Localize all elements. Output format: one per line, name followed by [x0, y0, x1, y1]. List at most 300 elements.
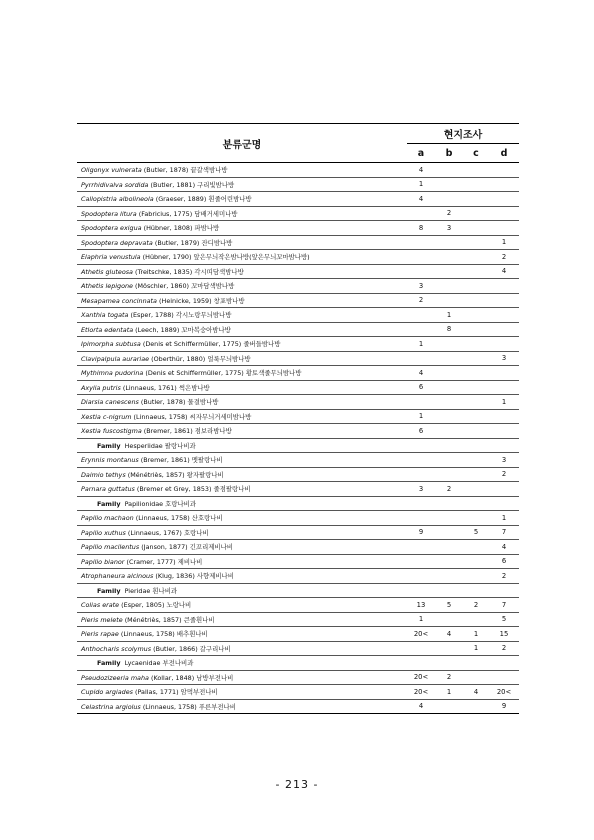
- count-cell-b: [435, 525, 463, 540]
- count-cell-a: 20<: [407, 685, 435, 700]
- author-citation: (Oberthür, 1880): [151, 354, 206, 363]
- count-cell-c: [463, 612, 489, 627]
- count-cell-a: [407, 641, 435, 656]
- species-name-cell: [77, 554, 407, 569]
- empty-count-cell: [489, 656, 519, 671]
- count-cell-c: 4: [463, 685, 489, 700]
- species-name-cell: [77, 482, 407, 497]
- count-cell-c: [463, 206, 489, 221]
- scientific-name: Cupido argiades: [81, 688, 133, 697]
- species-row: [77, 598, 519, 613]
- species-name-cell: [77, 424, 407, 439]
- count-cell-b: [435, 177, 463, 192]
- scientific-name: Anthocharis scolymus: [81, 644, 152, 653]
- count-cell-b: [435, 264, 463, 279]
- species-row: [77, 612, 519, 627]
- count-cell-c: [463, 453, 489, 468]
- species-name-cell: [77, 366, 407, 381]
- species-name-cell: [77, 670, 407, 685]
- scientific-name: Xestia c-nigrum: [81, 412, 132, 421]
- species-row: [77, 279, 519, 294]
- author-citation: (Linnaeus, 1758): [135, 514, 190, 523]
- count-cell-b: [435, 163, 463, 178]
- species-name-cell: [77, 206, 407, 221]
- count-cell-d: [489, 670, 519, 685]
- count-cell-d: [489, 177, 519, 192]
- count-cell-c: [463, 221, 489, 236]
- species-name-cell: [77, 467, 407, 482]
- count-cell-d: 2: [489, 641, 519, 656]
- count-cell-a: [407, 351, 435, 366]
- count-cell-c: [463, 482, 489, 497]
- count-cell-d: [489, 424, 519, 439]
- count-cell-a: 3: [407, 279, 435, 294]
- korean-name: 갈구리나비: [199, 644, 231, 653]
- species-row: [77, 525, 519, 540]
- empty-count-cell: [463, 656, 489, 671]
- scientific-name: Spodoptera depravata: [81, 238, 153, 247]
- scientific-name: Erynnis montanus: [81, 456, 139, 465]
- family-label: Family: [97, 586, 121, 595]
- scientific-name: Axylia putris: [81, 383, 121, 392]
- count-cell-c: [463, 424, 489, 439]
- scientific-name: Mythimna pudorina: [81, 369, 144, 378]
- count-cell-d: [489, 409, 519, 424]
- korean-name: 산호랑나비: [191, 514, 223, 523]
- count-cell-a: [407, 206, 435, 221]
- count-cell-b: 2: [435, 670, 463, 685]
- count-cell-d: 3: [489, 351, 519, 366]
- family-row: [77, 496, 519, 511]
- species-row: [77, 540, 519, 555]
- count-cell-b: 5: [435, 598, 463, 613]
- count-cell-b: [435, 366, 463, 381]
- count-cell-d: [489, 482, 519, 497]
- count-cell-b: 1: [435, 308, 463, 323]
- family-korean-name: 부전나비과: [162, 659, 194, 668]
- count-cell-a: [407, 250, 435, 265]
- count-cell-d: [489, 308, 519, 323]
- count-cell-a: [407, 395, 435, 410]
- author-citation: (Butler, 1879): [154, 238, 200, 247]
- author-citation: (Butler, 1866): [153, 644, 198, 653]
- korean-name: 잔디밤나방: [201, 238, 233, 247]
- korean-name: 끝갈색밤나방: [190, 166, 228, 175]
- species-name-cell: [77, 221, 407, 236]
- count-cell-a: 1: [407, 177, 435, 192]
- count-cell-b: [435, 337, 463, 352]
- count-cell-c: [463, 192, 489, 207]
- family-korean-name: 흰나비과: [152, 586, 178, 595]
- count-cell-a: [407, 264, 435, 279]
- species-name-cell: [77, 380, 407, 395]
- species-row: [77, 337, 519, 352]
- species-name-cell: [77, 322, 407, 337]
- family-row: [77, 656, 519, 671]
- count-cell-d: [489, 221, 519, 236]
- count-cell-a: 6: [407, 380, 435, 395]
- count-cell-a: 1: [407, 612, 435, 627]
- taxon-name-header: 분류군명: [77, 124, 407, 163]
- family-korean-name: 팔랑나비과: [164, 441, 196, 450]
- count-cell-a: [407, 453, 435, 468]
- korean-name: 물결밤나방: [187, 398, 219, 407]
- scientific-name: Pseudozizeeria maha: [81, 673, 149, 682]
- count-cell-d: 6: [489, 554, 519, 569]
- family-name: Hesperiidae: [124, 441, 163, 450]
- count-cell-c: [463, 163, 489, 178]
- count-cell-a: 4: [407, 699, 435, 714]
- count-cell-a: 4: [407, 366, 435, 381]
- count-cell-c: [463, 569, 489, 584]
- species-name-cell: [77, 177, 407, 192]
- empty-count-cell: [463, 583, 489, 598]
- author-citation: (Kollar, 1848): [151, 673, 195, 682]
- species-name-cell: [77, 293, 407, 308]
- species-row: [77, 206, 519, 221]
- species-row: [77, 409, 519, 424]
- count-cell-d: 3: [489, 453, 519, 468]
- count-cell-d: 2: [489, 250, 519, 265]
- author-citation: (Bremer, 1861): [143, 427, 193, 436]
- count-cell-a: 20<: [407, 627, 435, 642]
- count-cell-b: [435, 540, 463, 555]
- count-cell-b: 2: [435, 206, 463, 221]
- count-cell-a: 4: [407, 192, 435, 207]
- count-cell-a: 9: [407, 525, 435, 540]
- author-citation: (Klug, 1836): [155, 572, 195, 581]
- species-row: [77, 699, 519, 714]
- author-citation: (Linnaeus, 1758): [142, 702, 197, 711]
- korean-name: 꼬마복숭아밤나방: [181, 325, 231, 334]
- count-cell-b: [435, 395, 463, 410]
- count-cell-c: [463, 540, 489, 555]
- korean-name: 남방부전나비: [196, 673, 234, 682]
- scientific-name: Spodoptera litura: [81, 209, 137, 218]
- species-name-cell: [77, 250, 407, 265]
- species-name-cell: [77, 279, 407, 294]
- species-name-cell: [77, 540, 407, 555]
- species-row: [77, 380, 519, 395]
- author-citation: (Möschler, 1860): [135, 282, 190, 291]
- count-cell-a: [407, 569, 435, 584]
- empty-count-cell: [407, 438, 435, 453]
- count-cell-d: 7: [489, 598, 519, 613]
- count-cell-a: [407, 235, 435, 250]
- species-name-cell: [77, 308, 407, 323]
- count-cell-c: [463, 699, 489, 714]
- species-row: [77, 366, 519, 381]
- count-cell-a: [407, 540, 435, 555]
- korean-name: 앞은무늬작은밤나방(앞은무늬꼬마밤나방): [193, 253, 310, 262]
- count-cell-b: [435, 409, 463, 424]
- korean-name: 황토색줄무늬밤나방: [245, 369, 302, 378]
- author-citation: (Denis et Schiffermüller, 1775): [145, 369, 244, 378]
- species-row: [77, 554, 519, 569]
- korean-name: 사향제비나비: [196, 572, 234, 581]
- count-cell-a: 3: [407, 482, 435, 497]
- species-name-cell: [77, 699, 407, 714]
- species-name-cell: [77, 163, 407, 178]
- count-cell-d: 1: [489, 235, 519, 250]
- species-row: [77, 395, 519, 410]
- author-citation: (Butler, 1881): [150, 180, 196, 189]
- species-row: [77, 192, 519, 207]
- species-row: [77, 322, 519, 337]
- empty-count-cell: [435, 656, 463, 671]
- count-cell-d: 9: [489, 699, 519, 714]
- korean-name: 줄점팔랑나비: [213, 485, 251, 494]
- column-header-a: a: [407, 144, 435, 163]
- count-cell-d: [489, 337, 519, 352]
- column-header-b: b: [435, 144, 463, 163]
- count-cell-d: 2: [489, 569, 519, 584]
- species-name-cell: [77, 192, 407, 207]
- species-row: [77, 453, 519, 468]
- author-citation: (Fabricius, 1775): [138, 209, 193, 218]
- count-cell-b: 3: [435, 221, 463, 236]
- scientific-name: Oligonyx vulnerata: [81, 166, 142, 175]
- count-cell-c: [463, 409, 489, 424]
- scientific-name: Papilio macilentus: [81, 543, 140, 552]
- korean-name: 얼룩무늬밤나방: [207, 354, 251, 363]
- species-name-cell: [77, 264, 407, 279]
- scientific-name: Athetis gluteosa: [81, 267, 133, 276]
- empty-count-cell: [435, 496, 463, 511]
- empty-count-cell: [463, 438, 489, 453]
- empty-count-cell: [407, 656, 435, 671]
- count-cell-b: [435, 279, 463, 294]
- korean-name: 푸른부전나비: [198, 702, 236, 711]
- count-cell-a: [407, 554, 435, 569]
- count-cell-a: 2: [407, 293, 435, 308]
- empty-count-cell: [489, 496, 519, 511]
- species-name-cell: [77, 569, 407, 584]
- author-citation: (Hübner, 1790): [142, 253, 192, 262]
- author-citation: (Pallas, 1771): [135, 688, 179, 697]
- author-citation: (Bremer, 1861): [140, 456, 190, 465]
- count-cell-c: [463, 380, 489, 395]
- korean-name: 호랑나비: [183, 528, 209, 537]
- scientific-name: Ipimorpha subtusa: [81, 340, 141, 349]
- author-citation: (Ménétriès, 1857): [127, 470, 185, 479]
- species-name-cell: [77, 395, 407, 410]
- species-row: [77, 511, 519, 526]
- count-cell-b: 8: [435, 322, 463, 337]
- korean-name: 창포밤나방: [213, 296, 245, 305]
- count-cell-d: [489, 206, 519, 221]
- count-cell-d: [489, 279, 519, 294]
- korean-name: 멧팔랑나비: [191, 456, 223, 465]
- species-row: [77, 293, 519, 308]
- field-survey-header: 현지조사: [407, 124, 519, 144]
- count-cell-b: 1: [435, 685, 463, 700]
- count-cell-a: 1: [407, 337, 435, 352]
- species-row: [77, 467, 519, 482]
- species-row: [77, 177, 519, 192]
- korean-name: 제비나비: [177, 557, 203, 566]
- count-cell-b: [435, 235, 463, 250]
- scientific-name: Papilio machaon: [81, 514, 134, 523]
- empty-count-cell: [489, 438, 519, 453]
- species-row: [77, 250, 519, 265]
- count-cell-d: [489, 322, 519, 337]
- species-row: [77, 627, 519, 642]
- count-cell-c: [463, 467, 489, 482]
- count-cell-c: [463, 308, 489, 323]
- count-cell-c: [463, 511, 489, 526]
- scientific-name: Mesapamea concinnata: [81, 296, 157, 305]
- species-name-cell: [77, 337, 407, 352]
- korean-name: 긴꼬리제비나비: [189, 543, 233, 552]
- count-cell-d: 20<: [489, 685, 519, 700]
- author-citation: (Linnaeus, 1767): [127, 528, 182, 537]
- count-cell-b: [435, 511, 463, 526]
- family-label: Family: [97, 441, 121, 450]
- count-cell-d: [489, 163, 519, 178]
- species-name-cell: [77, 685, 407, 700]
- korean-name: 점보라밤나방: [194, 427, 232, 436]
- author-citation: (Bremer et Grey, 1853): [136, 485, 212, 494]
- empty-count-cell: [435, 438, 463, 453]
- count-cell-c: [463, 235, 489, 250]
- species-row: [77, 264, 519, 279]
- species-row: [77, 351, 519, 366]
- scientific-name: Xanthia togata: [81, 311, 129, 320]
- family-cell: [77, 496, 407, 511]
- korean-name: 암먹부전나비: [180, 688, 218, 697]
- korean-name: 왕자팔랑나비: [186, 470, 224, 479]
- count-cell-b: [435, 293, 463, 308]
- scientific-name: Celastrina argiolus: [81, 702, 141, 711]
- page-number: - 213 -: [275, 778, 319, 791]
- count-cell-d: 1: [489, 395, 519, 410]
- author-citation: (Linnaeus, 1758): [120, 630, 175, 639]
- count-cell-c: [463, 337, 489, 352]
- count-cell-c: [463, 250, 489, 265]
- count-cell-b: [435, 612, 463, 627]
- count-cell-b: [435, 250, 463, 265]
- count-cell-d: [489, 380, 519, 395]
- count-cell-d: [489, 293, 519, 308]
- empty-count-cell: [463, 496, 489, 511]
- korean-name: 담배거세미나방: [194, 209, 238, 218]
- family-row: [77, 438, 519, 453]
- scientific-name: Papilio xuthus: [81, 528, 126, 537]
- count-cell-c: [463, 322, 489, 337]
- species-row: [77, 308, 519, 323]
- count-cell-b: [435, 351, 463, 366]
- korean-name: 꼬마담색밤나방: [191, 282, 235, 291]
- author-citation: (Linnaeus, 1758): [133, 412, 188, 421]
- family-cell: [77, 656, 407, 671]
- count-cell-b: [435, 467, 463, 482]
- count-cell-b: [435, 699, 463, 714]
- family-label: Family: [97, 659, 121, 668]
- species-row: [77, 424, 519, 439]
- scientific-name: Etlorta edentata: [81, 325, 134, 334]
- scientific-name: Clavipalpula aurariae: [81, 354, 150, 363]
- count-cell-c: [463, 366, 489, 381]
- count-cell-d: 1: [489, 511, 519, 526]
- count-cell-c: [463, 670, 489, 685]
- species-row: [77, 685, 519, 700]
- scientific-name: Callopistria albolineola: [81, 195, 154, 204]
- empty-count-cell: [489, 583, 519, 598]
- author-citation: (Ménétriès, 1857): [124, 615, 182, 624]
- scientific-name: Atrophaneura alcinous: [81, 572, 154, 581]
- count-cell-c: [463, 351, 489, 366]
- species-row: [77, 235, 519, 250]
- family-row: [77, 583, 519, 598]
- korean-name: 씨자무늬거세미밤나방: [189, 412, 252, 421]
- count-cell-b: [435, 569, 463, 584]
- count-cell-b: [435, 192, 463, 207]
- empty-count-cell: [407, 496, 435, 511]
- family-korean-name: 호랑나비과: [165, 499, 197, 508]
- species-name-cell: [77, 598, 407, 613]
- empty-count-cell: [407, 583, 435, 598]
- korean-name: 노랑나비: [166, 601, 192, 610]
- scientific-name: Spodoptera exigua: [81, 224, 142, 233]
- species-name-cell: [77, 235, 407, 250]
- count-cell-d: 15: [489, 627, 519, 642]
- author-citation: (Graeser, 1889): [155, 195, 207, 204]
- count-cell-c: [463, 279, 489, 294]
- author-citation: (Cramer, 1777): [126, 557, 176, 566]
- species-name-cell: [77, 409, 407, 424]
- author-citation: (Heinicke, 1959): [159, 296, 212, 305]
- count-cell-b: 2: [435, 482, 463, 497]
- korean-name: 각시노랑무늬밤나방: [175, 311, 232, 320]
- author-citation: (Butler, 1878): [140, 398, 186, 407]
- species-row: [77, 482, 519, 497]
- count-cell-c: [463, 264, 489, 279]
- scientific-name: Pieris rapae: [81, 630, 119, 639]
- species-name-cell: [77, 453, 407, 468]
- species-name-cell: [77, 627, 407, 642]
- count-cell-a: 4: [407, 163, 435, 178]
- count-cell-c: [463, 395, 489, 410]
- count-cell-a: 20<: [407, 670, 435, 685]
- scientific-name: Diarsia canescens: [81, 398, 139, 407]
- count-cell-a: [407, 467, 435, 482]
- scientific-name: Daimio tethys: [81, 470, 126, 479]
- column-header-c: c: [463, 144, 489, 163]
- author-citation: (Denis et Schiffermüller, 1775): [142, 340, 242, 349]
- count-cell-d: 2: [489, 467, 519, 482]
- author-citation: (Treitschke, 1835): [135, 267, 193, 276]
- empty-count-cell: [435, 583, 463, 598]
- family-name: Lycaenidae: [124, 659, 161, 668]
- scientific-name: Xestia fuscostigma: [81, 427, 142, 436]
- column-header-d: d: [489, 144, 519, 163]
- author-citation: (Esper, 1788): [130, 311, 174, 320]
- count-cell-c: [463, 177, 489, 192]
- table-body: [77, 163, 519, 714]
- count-cell-a: 1: [407, 409, 435, 424]
- count-cell-b: [435, 554, 463, 569]
- count-cell-b: [435, 380, 463, 395]
- count-cell-c: 2: [463, 598, 489, 613]
- count-cell-a: [407, 322, 435, 337]
- korean-name: 흰줄어린밤나방: [208, 195, 252, 204]
- count-cell-d: 4: [489, 264, 519, 279]
- count-cell-c: 5: [463, 525, 489, 540]
- count-cell-b: 4: [435, 627, 463, 642]
- count-cell-b: [435, 453, 463, 468]
- count-cell-b: [435, 641, 463, 656]
